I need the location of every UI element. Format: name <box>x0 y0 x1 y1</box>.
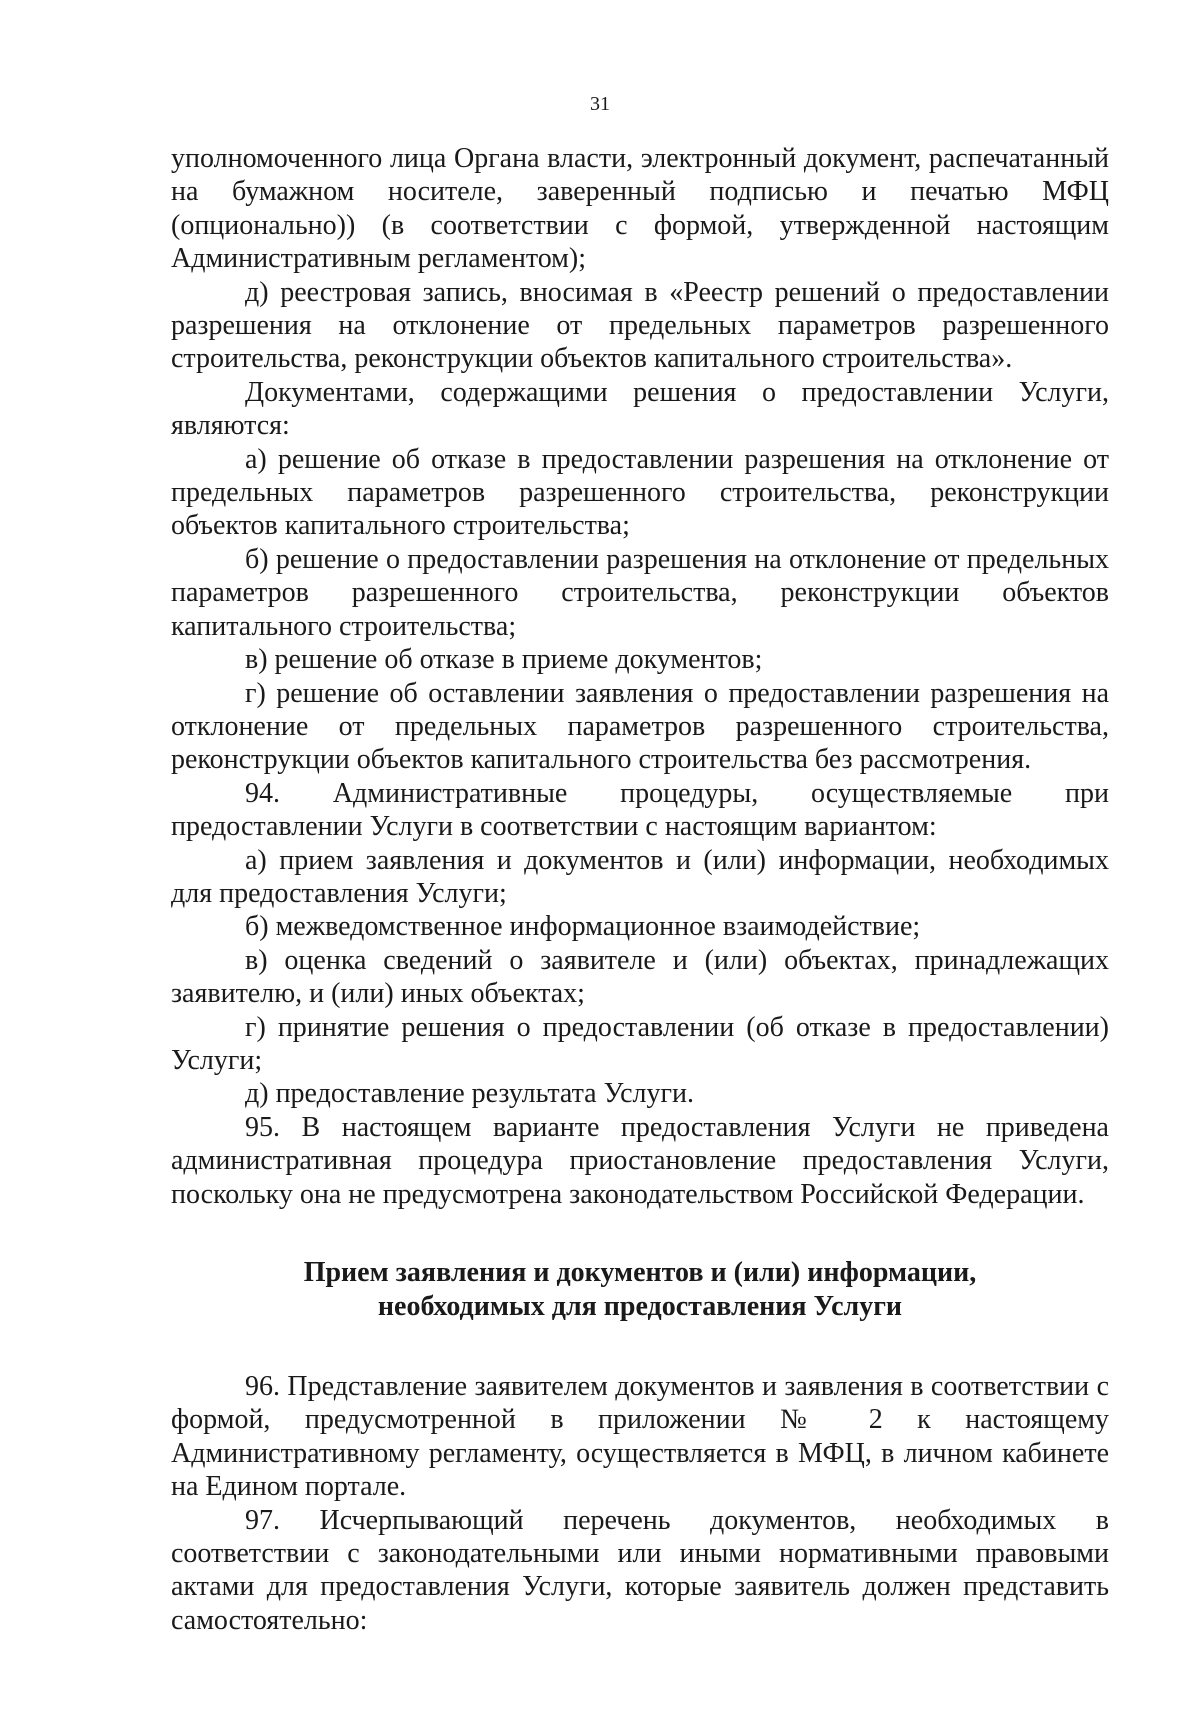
list-item-g-decision: г) принятие решения о предоставлении (об отказе в предоставлении) Услуги; <box>171 1011 1109 1076</box>
spacer <box>171 1211 1109 1256</box>
clause-96: 96. Представление заявителем документов и заявления в соответствии с формой, предусмотренной в приложении № 2 к настоящему Административному регламенту, осуществляется в МФЦ, в личном кабинете на Едином портале. <box>171 1371 1109 1503</box>
clause-94: 94. Административные процедуры, осуществляемые при предоставлении Услуги в соответствии с настоящим вариантом: <box>171 777 1109 843</box>
list-item-v-assessment: в) оценка сведений о заявителе и (или) объектах, принадлежащих заявителю, и (или) иных объектах; <box>171 944 1109 1010</box>
paragraph-continuation: уполномоченного лица Органа власти, электронный документ, распечатанный на бумажном носителе, заверенный подписью и печатью МФЦ (опционально)) (в соответствии с формой, утвержденной настоящим Административным регламентом); <box>171 143 1109 275</box>
section-heading <box>171 1256 1109 1324</box>
spacer <box>171 1324 1109 1370</box>
list-item-g-no-review: г) решение об оставлении заявления о предоставлении разрешения на отклонение от предельных параметров разрешенного строительства, реконструкции объектов капитального строительства без рассмотрения. <box>171 677 1109 776</box>
clause-97: 97. Исчерпывающий перечень документов, необходимых в соответствии с законодательными или иными нормативными правовыми актами для предоставления Услуги, которые заявитель должен представить самостоятельно: <box>171 1504 1109 1636</box>
page-number: 31 <box>590 93 610 115</box>
clause-95: 95. В настоящем варианте предоставления Услуги не приведена административная процедура приостановление предоставления Услуги, поскольку она не предусмотрена законодательством Российской Федерации. <box>171 1111 1109 1210</box>
list-item-b-interagency: б) межведомственное информационное взаимодействие; <box>245 911 921 943</box>
list-item-d-registry-entry: д) реестровая запись, вносимая в «Реестр решений о предоставлении разрешения на отклонение от предельных параметров разрешенного строительства, реконструкции объектов капитального строительства». <box>171 276 1109 375</box>
section-heading-line-2: необходимых для предоставления Услуги <box>377 1291 903 1322</box>
list-item-v-refusal-acceptance: в) решение об отказе в приеме документов; <box>245 644 763 676</box>
list-item-d-result: д) предоставление результата Услуги. <box>245 1078 694 1110</box>
paragraph-decision-documents: Документами, содержащими решения о предоставлении Услуги, являются: <box>171 376 1109 442</box>
list-item-a-acceptance: а) прием заявления и документов и (или) информации, необходимых для предоставления Услуги; <box>171 844 1109 909</box>
list-item-b-grant: б) решение о предоставлении разрешения на отклонение от предельных параметров разрешенного строительства, реконструкции объектов капитального строительства; <box>171 543 1109 642</box>
list-item-a-refusal: а) решение об отказе в предоставлении разрешения на отклонение от предельных параметров разрешенного строительства, реконструкции объектов капитального строительства; <box>171 443 1109 542</box>
document-body <box>171 142 1109 1637</box>
section-heading-line-1: Прием заявления и документов и (или) информации, <box>303 1257 977 1288</box>
